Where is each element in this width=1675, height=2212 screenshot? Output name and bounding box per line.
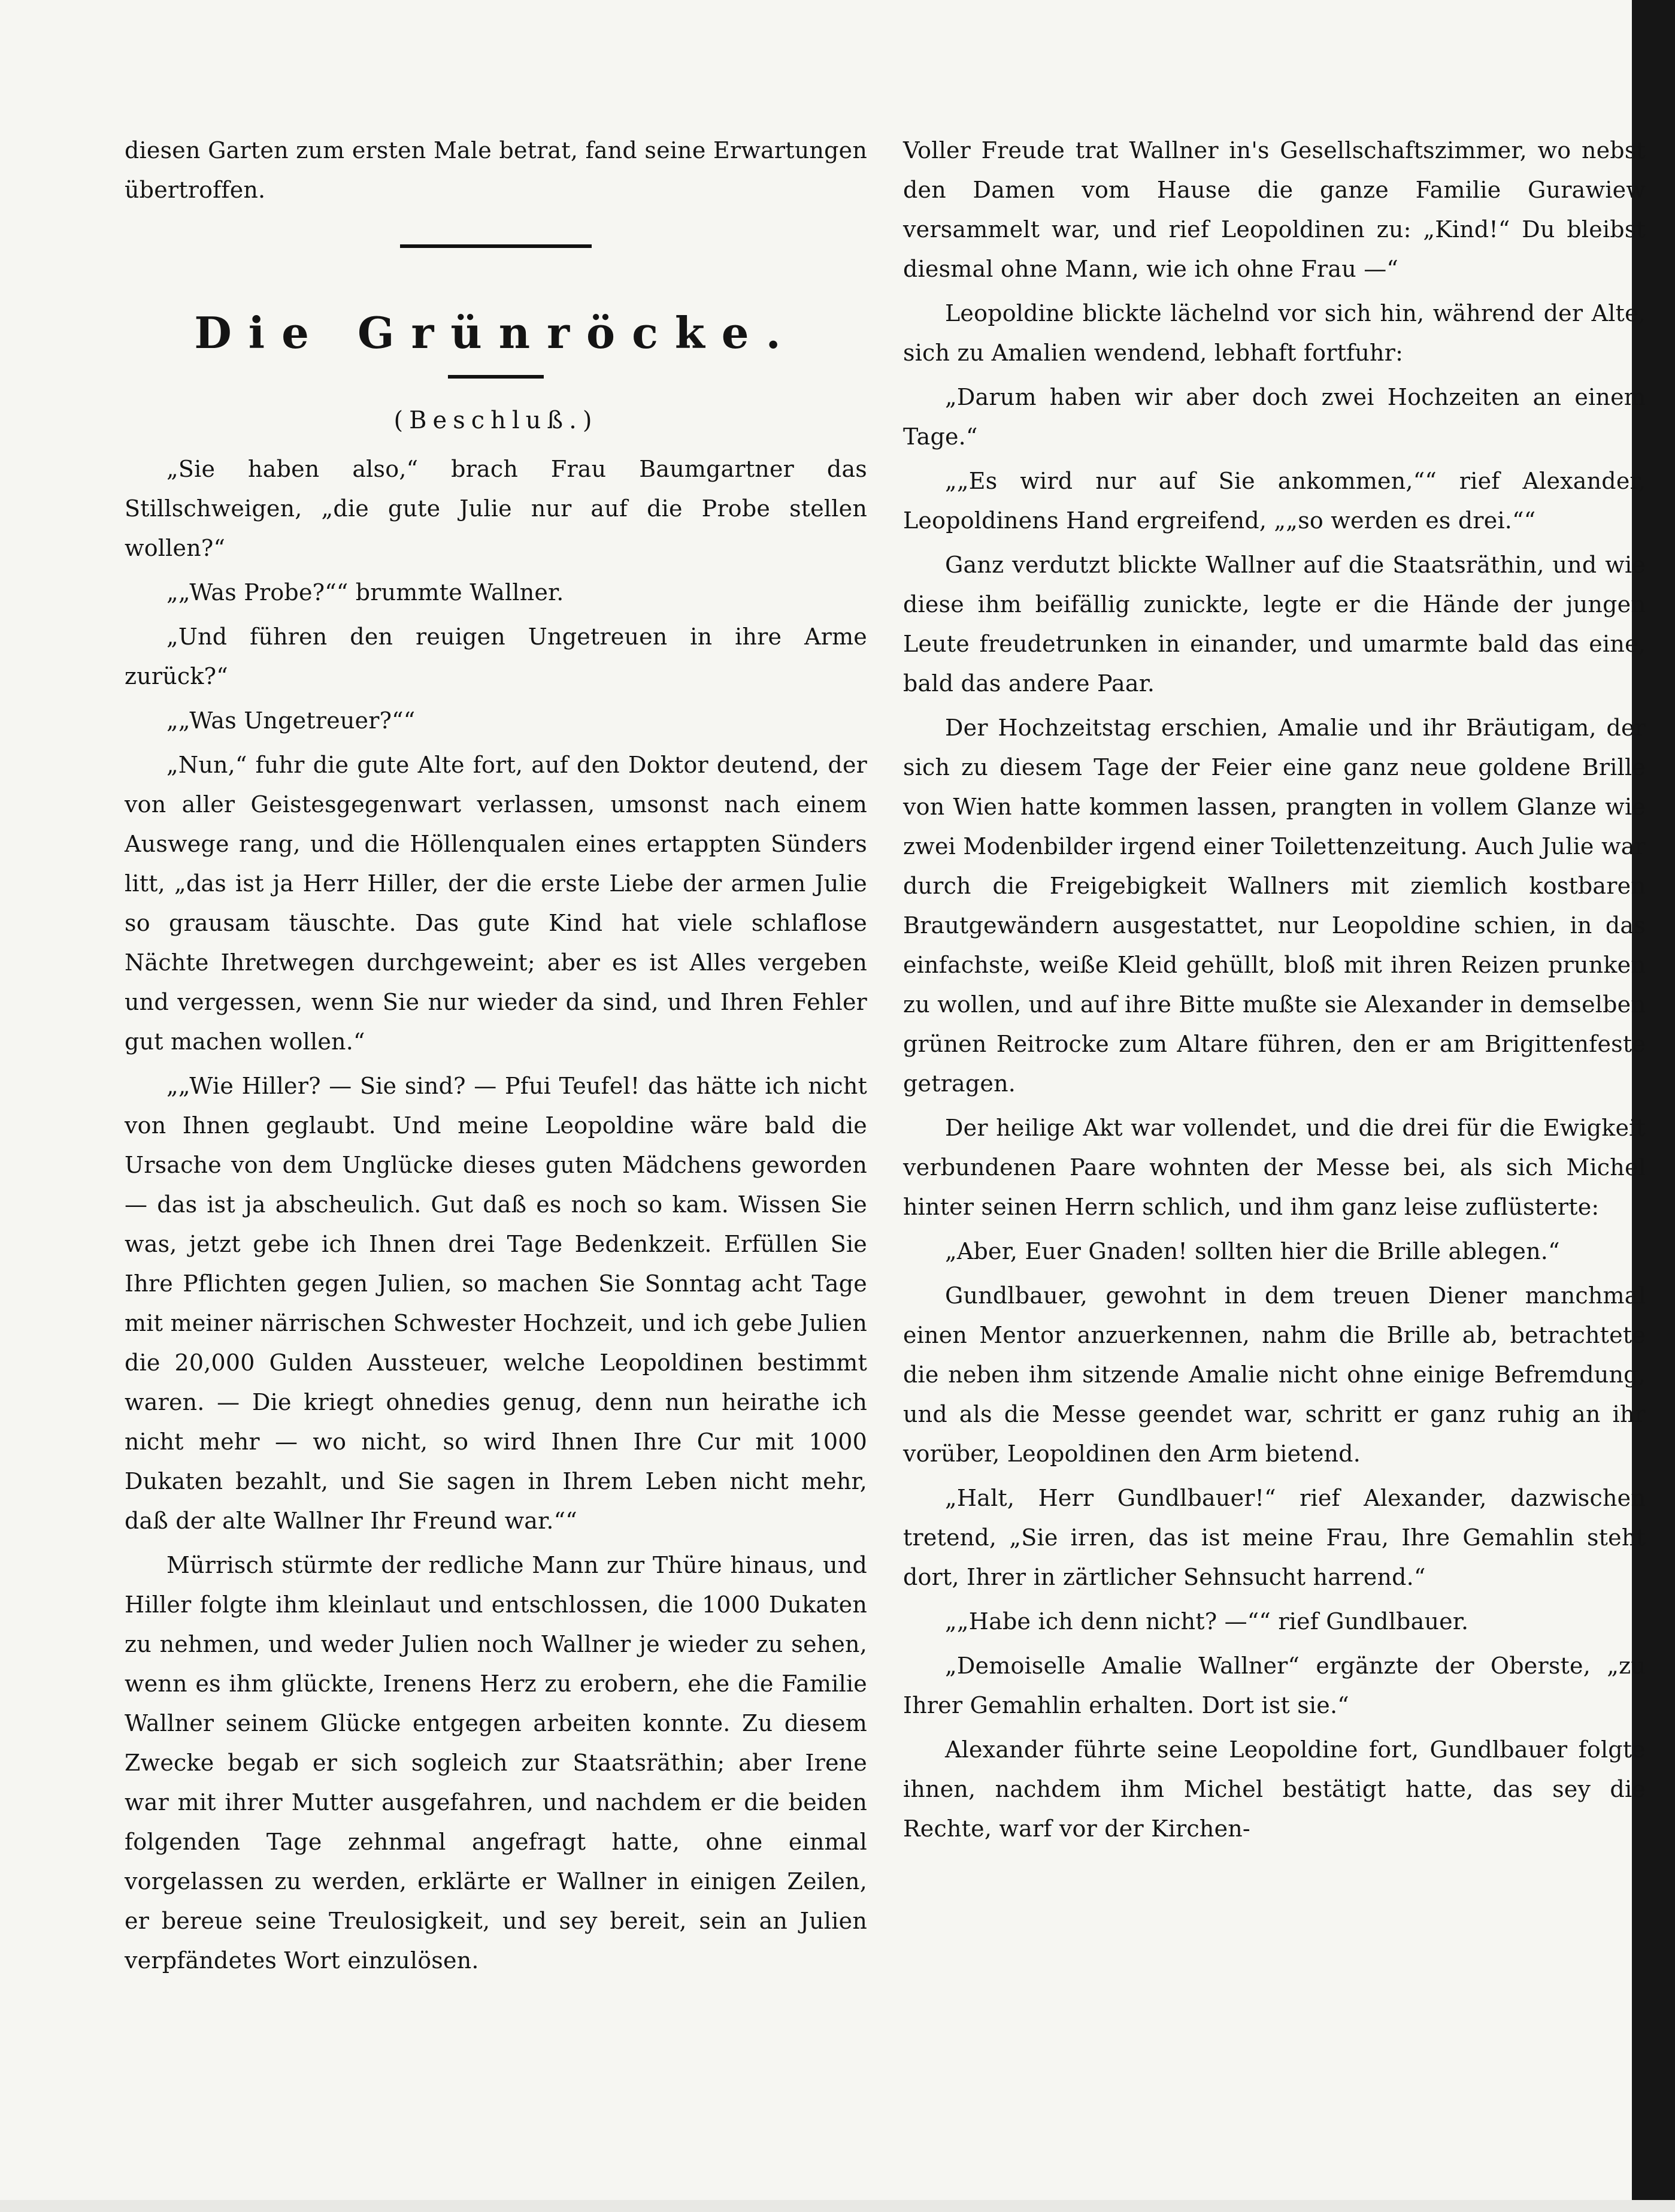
left-column bbox=[125, 131, 867, 1985]
right-paragraph: „„Es wird nur auf Sie ankommen,““ rief Alexander, Leopoldinens Hand ergreifend, „„so werden es drei.““ bbox=[903, 468, 1646, 534]
opening-paragraph: diesen Garten zum ersten Male betrat, fand seine Erwartungen übertroffen. bbox=[125, 137, 867, 203]
left-paragraph: „„Was Ungetreuer?““ bbox=[166, 707, 416, 734]
section-title: Die Grünröcke. bbox=[194, 307, 798, 358]
section-subtitle: (Beschluß.) bbox=[393, 407, 598, 434]
section-divider-bottom bbox=[448, 375, 544, 379]
right-paragraph: Leopoldine blickte lächelnd vor sich hin, während der Alte, sich zu Amalien wendend, lebhaft fortfuhr: bbox=[903, 300, 1646, 366]
right-paragraph: Gundlbauer, gewohnt in dem treuen Diener manchmal einen Mentor anzuerkennen, nahm die Brille ab, betrachtete die neben ihm sitzende Amalie nicht ohne einige Befremdung, und als die Messe geendet war, schritt er ganz ruhig an ihr vorüber, Leopoldinen den Arm bietend. bbox=[903, 1282, 1646, 1467]
right-paragraph: Alexander führte seine Leopoldine fort, Gundlbauer folgte ihnen, nachdem ihm Michel bestätigt hatte, das sey die Rechte, warf vor der Kirchen- bbox=[903, 1736, 1646, 1842]
left-paragraph: „„Wie Hiller? — Sie sind? — Pfui Teufel! das hätte ich nicht von Ihnen geglaubt. Und meine Leopoldine wäre bald die Ursache von dem Unglücke dieses guten Mädchens geworden — das ist ja abscheulich. Gut daß es noch so kam. Wissen Sie was, jetzt gebe ich Ihnen drei Tage Bedenkzeit. Erfüllen Sie Ihre Pflichten gegen Julien, so machen Sie Sonntag acht Tage mit meiner närrischen Schwester Hochzeit, und ich gebe Julien die 20,000 Gulden Aussteuer, welche Leopoldinen bestimmt waren. — Die kriegt ohnedies genug, denn nun heirathe ich nicht mehr — wo nicht, so wird Ihnen Ihre Cur mit 1000 Dukaten bezahlt, und Sie sagen in Ihrem Leben nicht mehr, daß der alte Wallner Ihr Freund war.““ bbox=[125, 1073, 867, 1534]
left-paragraph: „Sie haben also,“ brach Frau Baumgartner das Stillschweigen, „die gute Julie nur auf die Probe stellen wollen?“ bbox=[125, 456, 867, 561]
left-paragraph: „„Was Probe?““ brummte Wallner. bbox=[166, 579, 564, 606]
right-paragraph: Der Hochzeitstag erschien, Amalie und ihr Bräutigam, der sich zu diesem Tage der Feier eine ganz neue goldene Brille von Wien hatte kommen lassen, prangten in vollem Glanze wie zwei Modenbilder irgend einer Toilettenzeitung. Auch Julie war durch die Freigebigkeit Wallners mit ziemlich kostbaren Brautgewändern ausgestattet, nur Leopoldine schien, in das einfachste, weiße Kleid gehüllt, bloß mit ihren Reizen prunken zu wollen, und auf ihre Bitte mußte sie Alexander in demselben grünen Reitrocke zum Altare führen, den er am Brigittenfeste getragen. bbox=[903, 715, 1646, 1097]
left-paragraph: „Nun,“ fuhr die gute Alte fort, auf den Doktor deutend, der von aller Geistesgegenwart verlassen, umsonst nach einem Auswege rang, und die Höllenqualen eines ertappten Sünders litt, „das ist ja Herr Hiller, der die erste Liebe der armen Julie so grausam täuschte. Das gute Kind hat viele schlaflose Nächte Ihretwegen durchgeweint; aber es ist Alles vergeben und vergessen, wenn Sie nur wieder da sind, und Ihren Fehler gut machen wollen.“ bbox=[125, 752, 867, 1055]
section-divider-top bbox=[400, 244, 592, 248]
right-paragraph: Der heilige Akt war vollendet, und die drei für die Ewigkeit verbundenen Paare wohnten der Messe bei, als sich Michel hinter seinen Herrn schlich, und ihm ganz leise zuflüsterte: bbox=[903, 1115, 1646, 1220]
left-paragraph: Mürrisch stürmte der redliche Mann zur Thüre hinaus, und Hiller folgte ihm kleinlaut und entschlossen, die 1000 Dukaten zu nehmen, und weder Julien noch Wallner je wieder zu sehen, wenn es ihm glückte, Irenens Herz zu erobern, ehe die Familie Wallner seinem Glücke entgegen arbeiten konnte. Zu diesem Zwecke begab er sich sogleich zur Staatsräthin; aber Irene war mit ihrer Mutter ausgefahren, und nachdem er die beiden folgenden Tage zehnmal angefragt hatte, ohne einmal vorgelassen zu werden, erklärte er Wallner in einigen Zeilen, er bereue seine Treulosigkeit, und sey bereit, sein an Julien verpfändetes Wort einzulösen. bbox=[125, 1552, 867, 1974]
right-paragraph: „„Habe ich denn nicht? —““ rief Gundlbauer. bbox=[945, 1608, 1469, 1635]
left-paragraph: „Und führen den reuigen Ungetreuen in ihre Arme zurück?“ bbox=[125, 624, 867, 689]
scan-bottom-edge bbox=[0, 2200, 1675, 2212]
right-paragraph: „Darum haben wir aber doch zwei Hochzeiten an einem Tage.“ bbox=[903, 384, 1646, 450]
right-paragraph: Voller Freude trat Wallner in's Gesellschaftszimmer, wo nebst den Damen vom Hause die ganze Familie Gurawiew versammelt war, und rief Leopoldinen zu: „Kind!“ Du bleibst diesmal ohne Mann, wie ich ohne Frau —“ bbox=[903, 137, 1646, 282]
right-paragraph: „Demoiselle Amalie Wallner“ ergänzte der Oberste, „zu Ihrer Gemahlin erhalten. Dort ist sie.“ bbox=[903, 1653, 1646, 1718]
right-paragraph: „Halt, Herr Gundlbauer!“ rief Alexander, dazwischen tretend, „Sie irren, das ist meine Frau, Ihre Gemahlin steht dort, Ihrer in zärtlicher Sehnsucht harrend.“ bbox=[903, 1485, 1646, 1590]
right-paragraph: „Aber, Euer Gnaden! sollten hier die Brille ablegen.“ bbox=[945, 1238, 1560, 1264]
right-paragraph: Ganz verdutzt blickte Wallner auf die Staatsräthin, und wie diese ihm beifällig zunickte, legte er die Hände der jungen Leute freudetrunken in einander, und umarmte bald das eine, bald das andere Paar. bbox=[903, 552, 1646, 697]
right-column bbox=[903, 131, 1646, 1853]
